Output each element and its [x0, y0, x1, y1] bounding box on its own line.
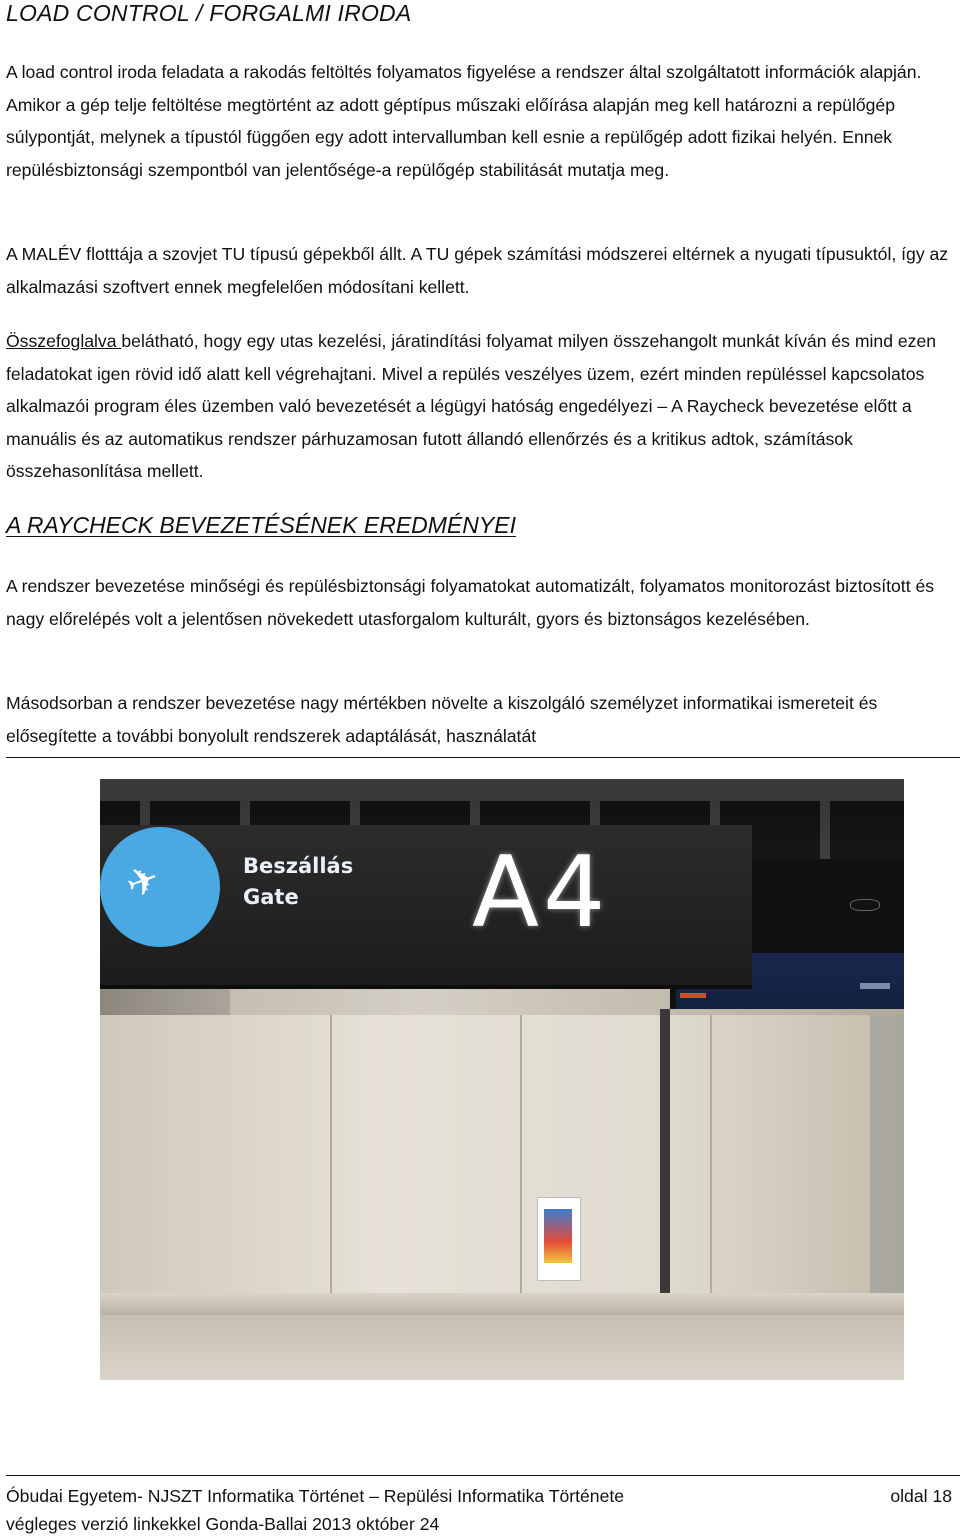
- monitor-brand-logo: [850, 899, 880, 911]
- section-heading-load-control: LOAD CONTROL / FORGALMI IRODA: [6, 0, 412, 26]
- paragraph-load-control: A load control iroda feladata a rakodás feltöltés folyamatos figyelése a rendszer által szolgáltatott információk alapján. Amikor a gép telje feltöltése megtörtént az adott géptípus műszaki előírása alapján meg kell határozni a repülőgép súlypontját, melynek a típustól függően egy adott intervallumban kell esnie a repülőgép adott fizikai helyén. Ennek repülésbiztonsági szempontból van jelentősége-a repülőgép stabilitását mutatja meg.: [6, 62, 922, 180]
- glass-partition: [100, 1015, 904, 1325]
- paragraph-malev-fleet: A MALÉV flotttája a szovjet TU típusú gépekből állt. A TU gépek számítási módszerei eltérnek a nyugati típusuktól, így az alkalmazási szoftvert ennek megfelelően módosítani kellett.: [6, 244, 949, 297]
- footer-source: Óbudai Egyetem- NJSZT Informatika Történet – Repülési Informatika Története: [6, 1486, 625, 1506]
- display-card-art: [544, 1209, 572, 1263]
- gate-photo: [100, 779, 904, 1380]
- partition-seam: [710, 1015, 712, 1315]
- section-heading-raycheck-results: A RAYCHECK BEVEZETÉSÉNEK EREDMÉNYEI: [6, 512, 516, 538]
- horizontal-rule: [6, 757, 960, 758]
- sign-label-hungarian: Beszállás: [243, 854, 354, 878]
- monitor-text-block: [860, 983, 890, 989]
- airplane-icon: ✈: [120, 855, 166, 908]
- summary-text: belátható, hogy egy utas kezelési, járatindítási folyamat milyen összehangolt munkát kíván és mind ezen feladatokat igen rövid idő alatt kell végrehajtani. Mivel a repülés veszélyes üzem, ezért minden repüléssel kapcsolatos alkalmazói program éles üzemben való bevezetését a légügyi hatóság engedélyezi – A Raycheck bevezetése előtt a manuális és az automatikus rendszer párhuzamosan futott állandó ellenőrzés és a kritikus adtok, számítások összehasonlítása mellett.: [6, 331, 937, 481]
- ceiling-beam: [100, 779, 904, 801]
- paragraph-results-1: A rendszer bevezetése minőségi és repülésbiztonsági folyamatokat automatizált, folyamatos monitorozást biztosított és nagy előrelépés volt a jelentősen növekedett utasforgalom kulturált, gyors és biztonságos kezelésében.: [6, 576, 935, 629]
- counter-top: [100, 1293, 904, 1315]
- sign-label-english: Gate: [243, 885, 299, 909]
- partition-frame: [660, 1009, 670, 1309]
- footer-page-number: oldal 18: [890, 1486, 952, 1506]
- summary-lead-word: Összefoglalva: [6, 331, 122, 351]
- partition-seam: [330, 1015, 332, 1315]
- paragraph-summary: [6, 325, 954, 488]
- footer-version: végleges verzió linkekkel Gonda-Ballai 2013 október 24: [6, 1514, 440, 1534]
- right-glass-panel: [870, 1015, 904, 1325]
- gate-number: A4: [472, 836, 610, 950]
- partition-seam: [520, 1015, 522, 1315]
- monitor-row-marker: [680, 993, 706, 998]
- paragraph-results-2: Másodsorban a rendszer bevezetése nagy mértékben növelte a kiszolgáló személyzet informatikai ismereteit és elősegítette a további bonyolult rendszerek adaptálását, használatát: [6, 693, 878, 746]
- counter-front: [100, 1315, 904, 1380]
- footer-rule: [6, 1475, 960, 1476]
